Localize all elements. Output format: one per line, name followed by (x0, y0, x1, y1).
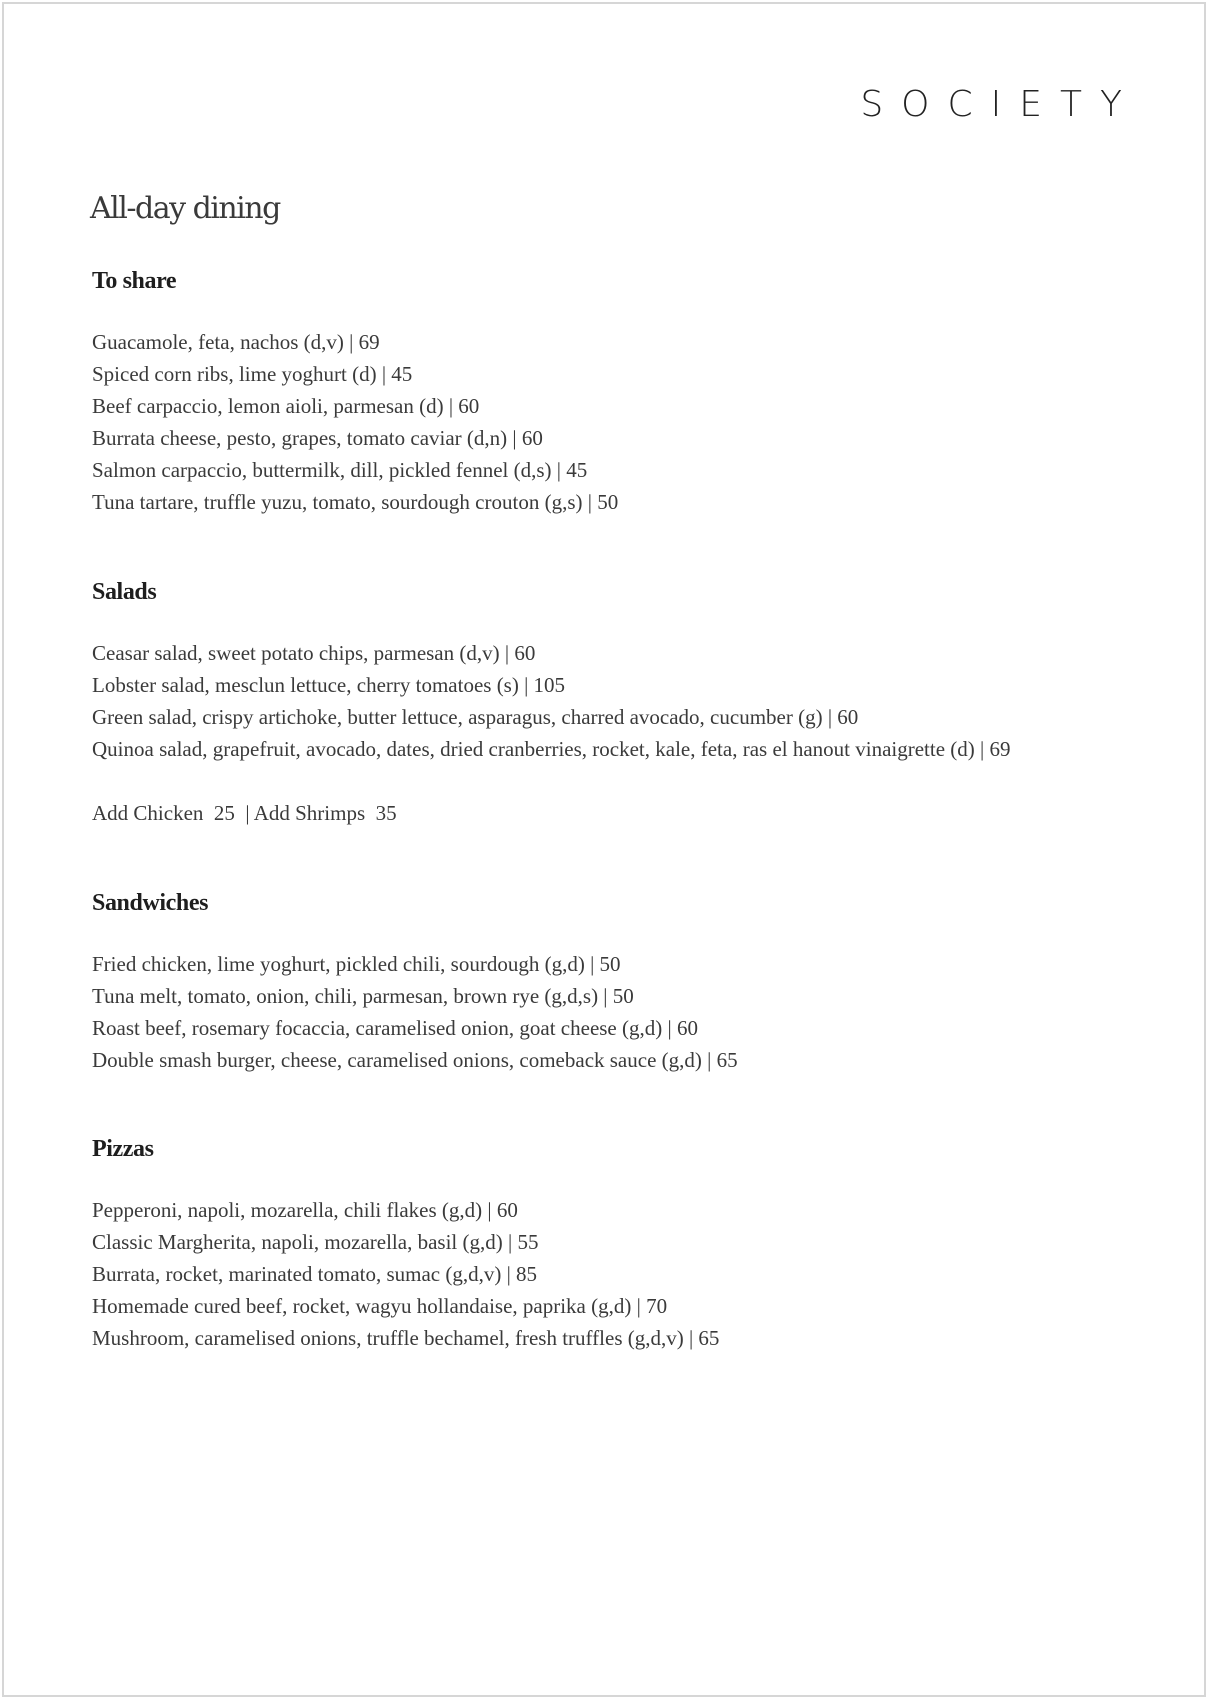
section-heading: Sandwiches (92, 890, 209, 916)
menu-item: Classic Margherita, napoli, mozarella, basil (g,d) | 55 (92, 1230, 539, 1254)
section-to-share (92, 266, 1132, 518)
section-heading: Pizzas (92, 1136, 154, 1162)
menu-item: Ceasar salad, sweet potato chips, parmesan (d,v) | 60 (92, 641, 536, 665)
menu-item: Burrata cheese, pesto, grapes, tomato caviar (d,n) | 60 (92, 426, 543, 450)
menu-item: Fried chicken, lime yoghurt, pickled chili, sourdough (g,d) | 50 (92, 952, 621, 976)
brand-logo: SOCIETY (860, 84, 1140, 125)
section-pizzas (92, 1134, 1132, 1354)
menu-item: Burrata, rocket, marinated tomato, sumac (g,d,v) | 85 (92, 1262, 538, 1286)
menu-item: Pepperoni, napoli, mozarella, chili flakes (g,d) | 60 (92, 1198, 518, 1222)
section-sandwiches (92, 888, 1132, 1076)
menu-item: Double smash burger, cheese, caramelised onions, comeback sauce (g,d) | 65 (92, 1048, 738, 1072)
menu-item: Beef carpaccio, lemon aioli, parmesan (d) | 60 (92, 394, 480, 418)
section-heading: Salads (92, 579, 157, 605)
section-salads (92, 577, 1132, 829)
menu-item: Quinoa salad, grapefruit, avocado, dates, dried cranberries, rocket, kale, feta, ras el hanout vinaigrette (d) | 69 (92, 737, 1011, 761)
menu-item: Homemade cured beef, rocket, wagyu hollandaise, paprika (g,d) | 70 (92, 1294, 668, 1318)
menu-page (2, 2, 1206, 1697)
menu-item: Tuna tartare, truffle yuzu, tomato, sourdough crouton (g,s) | 50 (92, 490, 619, 514)
menu-item: Mushroom, caramelised onions, truffle bechamel, fresh truffles (g,d,v) | 65 (92, 1326, 720, 1350)
menu-item: Guacamole, feta, nachos (d,v) | 69 (92, 330, 380, 354)
menu-item: Salmon carpaccio, buttermilk, dill, pickled fennel (d,s) | 45 (92, 458, 588, 482)
menu-item: Spiced corn ribs, lime yoghurt (d) | 45 (92, 362, 413, 386)
section-heading: To share (92, 268, 177, 294)
menu-item: Tuna melt, tomato, onion, chili, parmesan, brown rye (g,d,s) | 50 (92, 984, 634, 1008)
menu-item: Lobster salad, mesclun lettuce, cherry tomatoes (s) | 105 (92, 673, 566, 697)
salad-add-on-note: Add Chicken 25 | Add Shrimps 35 (92, 801, 397, 825)
menu-item: Green salad, crispy artichoke, butter lettuce, asparagus, charred avocado, cucumber (g) | 60 (92, 705, 859, 729)
menu-item: Roast beef, rosemary focaccia, caramelised onion, goat cheese (g,d) | 60 (92, 1016, 698, 1040)
menu-title: All-day dining (90, 191, 280, 226)
